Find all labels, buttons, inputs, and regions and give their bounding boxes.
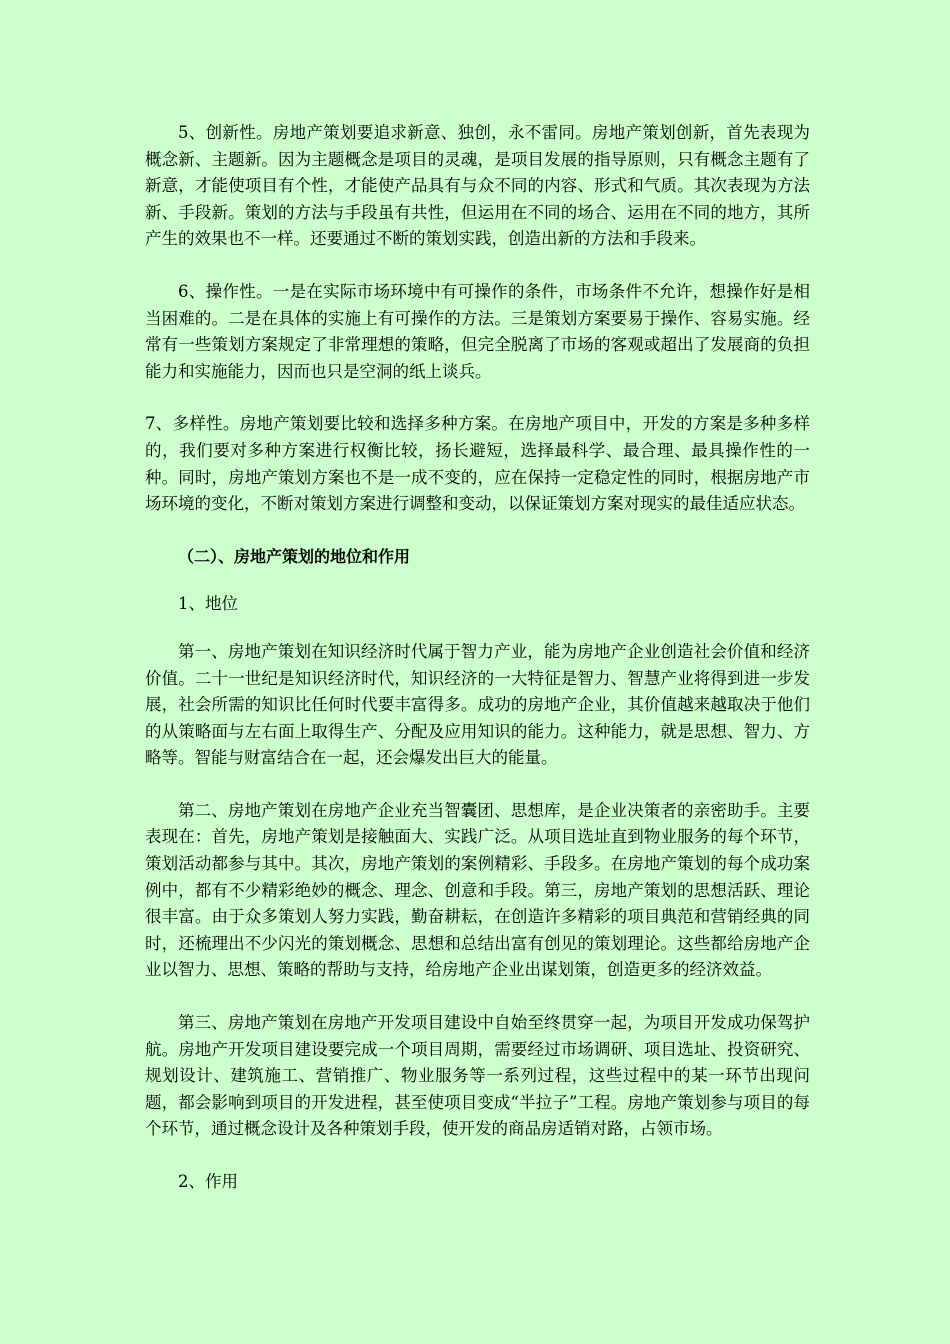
paragraph-operability: 6、操作性。一是在实际市场环境中有可操作的条件，市场条件不允许，想操作好是相当困难的。二是在具体的实施上有可操作的方法。三是策划方案要易于操作、容易实施。经常有一些策划方案规定了非常理想的策略，但完全脱离了市场的客观或超出了发展商的负担能力和实施能力，因而也只是空洞的纸上谈兵。 [145,281,810,381]
paragraph-status-third: 第三、房地产策划在房地产开发项目建设中自始至终贯穿一起，为项目开发成功保驾护航。房地产开发项目建设要完成一个项目周期，需要经过市场调研、项目选址、投资研究、规划设计、建筑施工、营销推广、物业服务等一系列过程，这些过程中的某一环节出现问题，都会影响到项目的开发进程，甚至使项目变成“半拉子”工程。房地产策划参与项目的每个环节，通过概念设计及各种策划手段，使开发的商品房适销对路，占领市场。 [145,1013,810,1139]
paragraph-diversity: 7、多样性。房地产策划要比较和选择多种方案。在房地产项目中，开发的方案是多种多样的，我们要对多种方案进行权衡比较，扬长避短，选择最科学、最合理、最具操作性的一种。同时，房地产策划方案也不是一成不变的，应在保持一定稳定性的同时，根据房地产市场环境的变化，不断对策划方案进行调整和变动，以保证策划方案对现实的最佳适应状态。 [145,414,810,514]
paragraph-innovation: 5、创新性。房地产策划要追求新意、独创，永不雷同。房地产策划创新，首先表现为概念新、主题新。因为主题概念是项目的灵魂，是项目发展的指导原则，只有概念主题有了新意，才能使项目有个性，才能使产品具有与众不同的内容、形式和气质。其次表现为方法新、手段新。策划的方法与手段虽有共性，但运用在不同的场合、运用在不同的地方，其所产生的效果也不一样。还要通过不断的策划实践，创造出新的方法和手段来。 [145,123,810,249]
subheading-function: 2、作用 [178,1172,238,1191]
subheading-status: 1、地位 [178,594,238,614]
paragraph-status-first: 第一、房地产策划在知识经济时代属于智力产业，能为房地产企业创造社会价值和经济价值。二十一世纪是知识经济时代，知识经济的一大特征是智力、智慧产业将得到进一步发展，社会所需的知识比任何时代要丰富得多。成功的房地产企业，其价值越来越取决于他们的从策略面与左右面上取得生产、分配及应用知识的能力。这种能力，就是思想、智力、方略等。智能与财富结合在一起，还会爆发出巨大的能量。 [145,641,810,768]
document-body [145,120,810,1217]
section-heading: （二）、房地产策划的地位和作用 [178,546,411,566]
paragraph-status-second: 第二、房地产策划在房地产企业充当智囊团、思想库，是企业决策者的亲密助手。主要表现在：首先，房地产策划是接触面大、实践广泛。从项目选址直到物业服务的每个环节，策划活动都参与其中。其次，房地产策划的案例精彩、手段多。在房地产策划的每个成功案例中，都有不少精彩绝妙的概念、理念、创意和手段。第三，房地产策划的思想活跃、理论很丰富。由于众多策划人努力实践，勤奋耕耘，在创造许多精彩的项目典范和营销经典的同时，还梳理出不少闪光的策划概念、思想和总结出富有创见的策划理论。这些都给房地产企业以智力、思想、策略的帮助与支持，给房地产企业出谋划策，创造更多的经济效益。 [145,800,810,980]
